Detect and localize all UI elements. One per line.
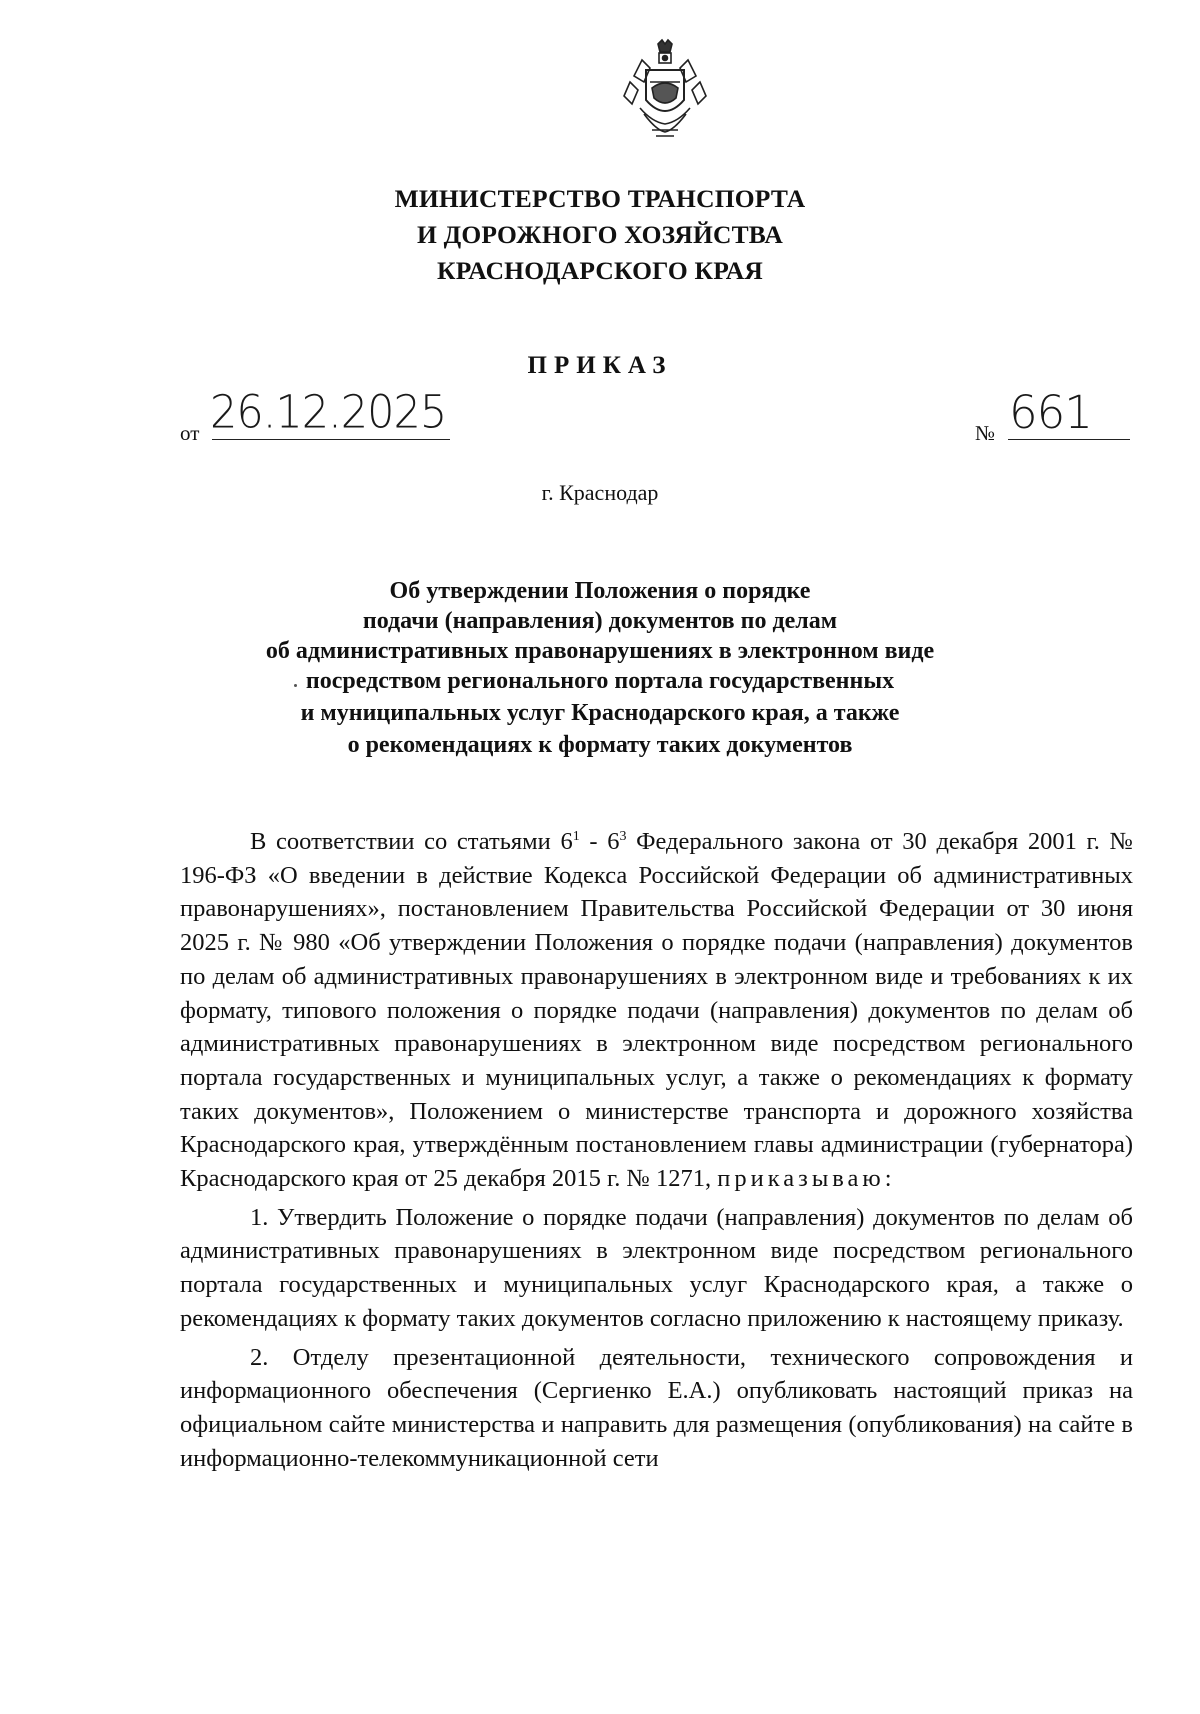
- handwritten-date: 26.12.2025: [210, 386, 447, 440]
- krasnodar-krai-coat-of-arms-icon: [622, 38, 708, 142]
- title-line-2: подачи (направления) документов по делам: [362, 608, 838, 634]
- organization-name-line-1: МИНИСТЕРСТВО ТРАНСПОРТА: [394, 184, 806, 213]
- preamble-text-b: - 6: [579, 828, 620, 855]
- preamble-paragraph: [180, 825, 1133, 1196]
- title-line-4: посредством регионального портала государственных: [305, 668, 895, 694]
- clause-2: 2. Отделу презентационной деятельности, технического сопровождения и информационного обеспечения (Сергиенко Е.А.) опубликовать настоящий приказ на официальном сайте министерства и направить для размещения (опубликования) на сайте в информационно-телекоммуникационной сети: [180, 1343, 1133, 1472]
- organization-name-line-2: И ДОРОЖНОГО ХОЗЯЙСТВА: [416, 220, 784, 249]
- number-underline: [1008, 439, 1130, 440]
- title-line-1: Об утверждении Положения о порядке: [389, 578, 811, 604]
- order-keyword: приказываю: [717, 1165, 885, 1193]
- document-type-heading: ПРИКАЗ: [527, 352, 673, 379]
- preamble-end: :: [884, 1165, 892, 1193]
- superscript-3: 3: [619, 829, 627, 844]
- number-prefix: №: [975, 421, 996, 445]
- city: г. Краснодар: [541, 480, 659, 505]
- title-line-3: об административных правонарушениях в электронном виде: [265, 638, 935, 664]
- preamble-text-c: Федерального закона от 30 декабря 2001 г. № 196-ФЗ «О введении в действие Кодекса Российской Федерации об административных правонарушениях», постановлением Правительства Российской Федерации от 30 июня 2025 г. № 980 «Об утверждении Положения о порядке подачи (направления) документов по делам об административных правонарушениях в электронном виде и требованиях к их формату, типового положения о порядке подачи (направления) документов по делам об административных правонарушениях в электронном виде посредством регионального портала государственных и муниципальных услуг, а также о рекомендациях к формату таких документов», Положением о министерстве транспорта и дорожного хозяйства Краснодарского края, утверждённым постановлением главы администрации (губернатора) Краснодарского края от 25 декабря 2015 г. № 1271,: [180, 828, 1133, 1193]
- clause-1: 1. Утвердить Положение о порядке подачи (направления) документов по делам об административных правонарушениях в электронном виде посредством регионального портала государственных и муниципальных услуг Краснодарского края, а также о рекомендациях к формату таких документов согласно приложению к настоящему приказу.: [180, 1203, 1133, 1332]
- handwritten-order-number: 661: [1009, 386, 1092, 439]
- superscript-1: 1: [572, 829, 580, 844]
- preamble-text-a: В соответствии со статьями 6: [250, 828, 573, 855]
- date-prefix: от: [180, 421, 200, 445]
- title-line-6: о рекомендациях к формату таких документов: [347, 732, 853, 758]
- date-underline: [212, 439, 450, 440]
- title-line-5: и муниципальных услуг Краснодарского края, а также: [300, 700, 900, 726]
- document-body: [180, 825, 1133, 1475]
- organization-name-line-3: КРАСНОДАРСКОГО КРАЯ: [437, 256, 763, 285]
